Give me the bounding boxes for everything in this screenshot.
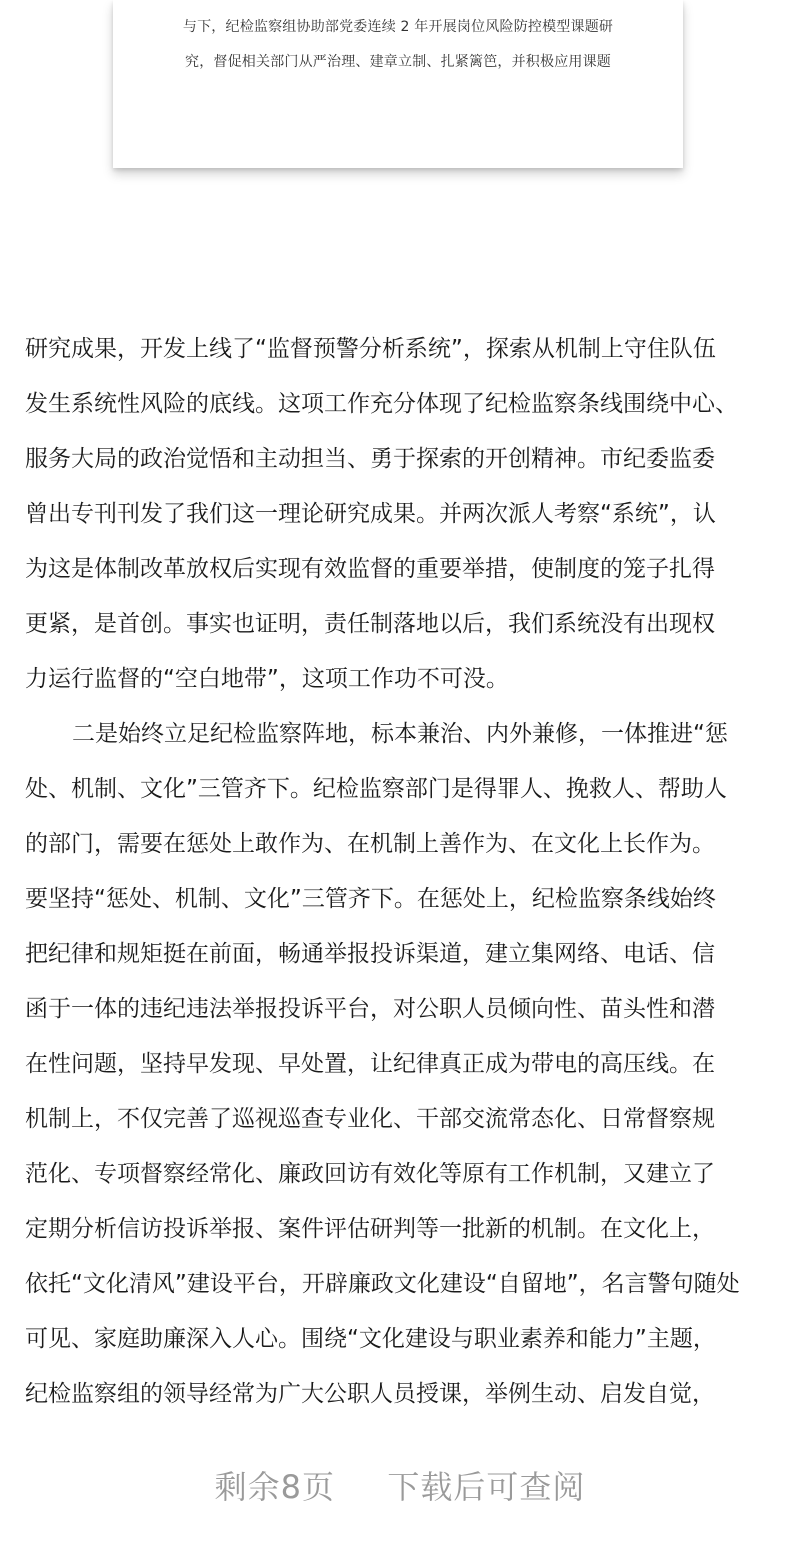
body-text-line: 为这是体制改革放权后实现有效监督的重要举措，使制度的笼子扎得 (25, 556, 715, 582)
body-text-line: 发生系统性风险的底线。这项工作充分体现了纪检监察条线围绕中心、 (25, 391, 738, 417)
body-text-line: 处、机制、文化”三管齐下。纪检监察部门是得罪人、挽救人、帮助人 (25, 776, 727, 802)
body-text-line: 曾出专刊刊发了我们这一理论研究成果。并两次派人考察“系统”，认 (25, 501, 716, 527)
body-text-line: 范化、专项督察经常化、廉政回访有效化等原有工作机制，又建立了 (25, 1161, 715, 1187)
body-text-line: 纪检监察组的领导经常为广大公职人员授课，举例生动、启发自觉， (25, 1381, 715, 1407)
body-text-line: 定期分析信访投诉举报、案件评估研判等一批新的机制。在文化上， (25, 1216, 715, 1242)
remaining-pages-label: 剩余8页 (214, 1468, 335, 1506)
document-body (25, 322, 775, 1422)
body-text-line: 依托“文化清风”建设平台，开辟廉政文化建设“自留地”，名言警句随处 (25, 1271, 740, 1297)
body-text-line: 力运行监督的“空白地带”，这项工作功不可没。 (25, 666, 509, 692)
body-text-line: 函于一体的违纪违法举报投诉平台，对公职人员倾向性、苗头性和潜 (25, 996, 715, 1022)
page-preview-card (113, 0, 683, 168)
download-prompt[interactable] (0, 1462, 800, 1508)
card-text-line: 究，督促相关部门从严治理、建章立制、扎紧篱笆，并积极应用课题 (185, 54, 611, 70)
body-text-line: 更紧，是首创。事实也证明，责任制落地以后，我们系统没有出现权 (25, 611, 715, 637)
body-text-line: 把纪律和规矩挺在前面，畅通举报投诉渠道，建立集网络、电话、信 (25, 941, 715, 967)
body-text-line: 机制上，不仅完善了巡视巡查专业化、干部交流常态化、日常督察规 (25, 1106, 715, 1132)
body-text-line: 在性问题，坚持早发现、早处置，让纪律真正成为带电的高压线。在 (25, 1051, 715, 1077)
download-hint-label: 下载后可查阅 (387, 1468, 586, 1506)
body-text-line: 服务大局的政治觉悟和主动担当、勇于探索的开创精神。市纪委监委 (25, 446, 715, 472)
card-text-line: 与下，纪检监察组协助部党委连续 2 年开展岗位风险防控模型课题研 (182, 19, 614, 35)
body-text-line: 的部门，需要在惩处上敢作为、在机制上善作为、在文化上长作为。 (25, 831, 715, 857)
body-text-line: 要坚持“惩处、机制、文化”三管齐下。在惩处上，纪检监察条线始终 (25, 886, 716, 912)
body-text-line: 可见、家庭助廉深入人心。围绕“文化建设与职业素养和能力”主题， (25, 1326, 716, 1352)
body-text-line: 二是始终立足纪检监察阵地，标本兼治、内外兼修，一体推进“惩 (72, 721, 728, 747)
body-text-line: 研究成果，开发上线了“监督预警分析系统”，探索从机制上守住队伍 (25, 336, 716, 362)
